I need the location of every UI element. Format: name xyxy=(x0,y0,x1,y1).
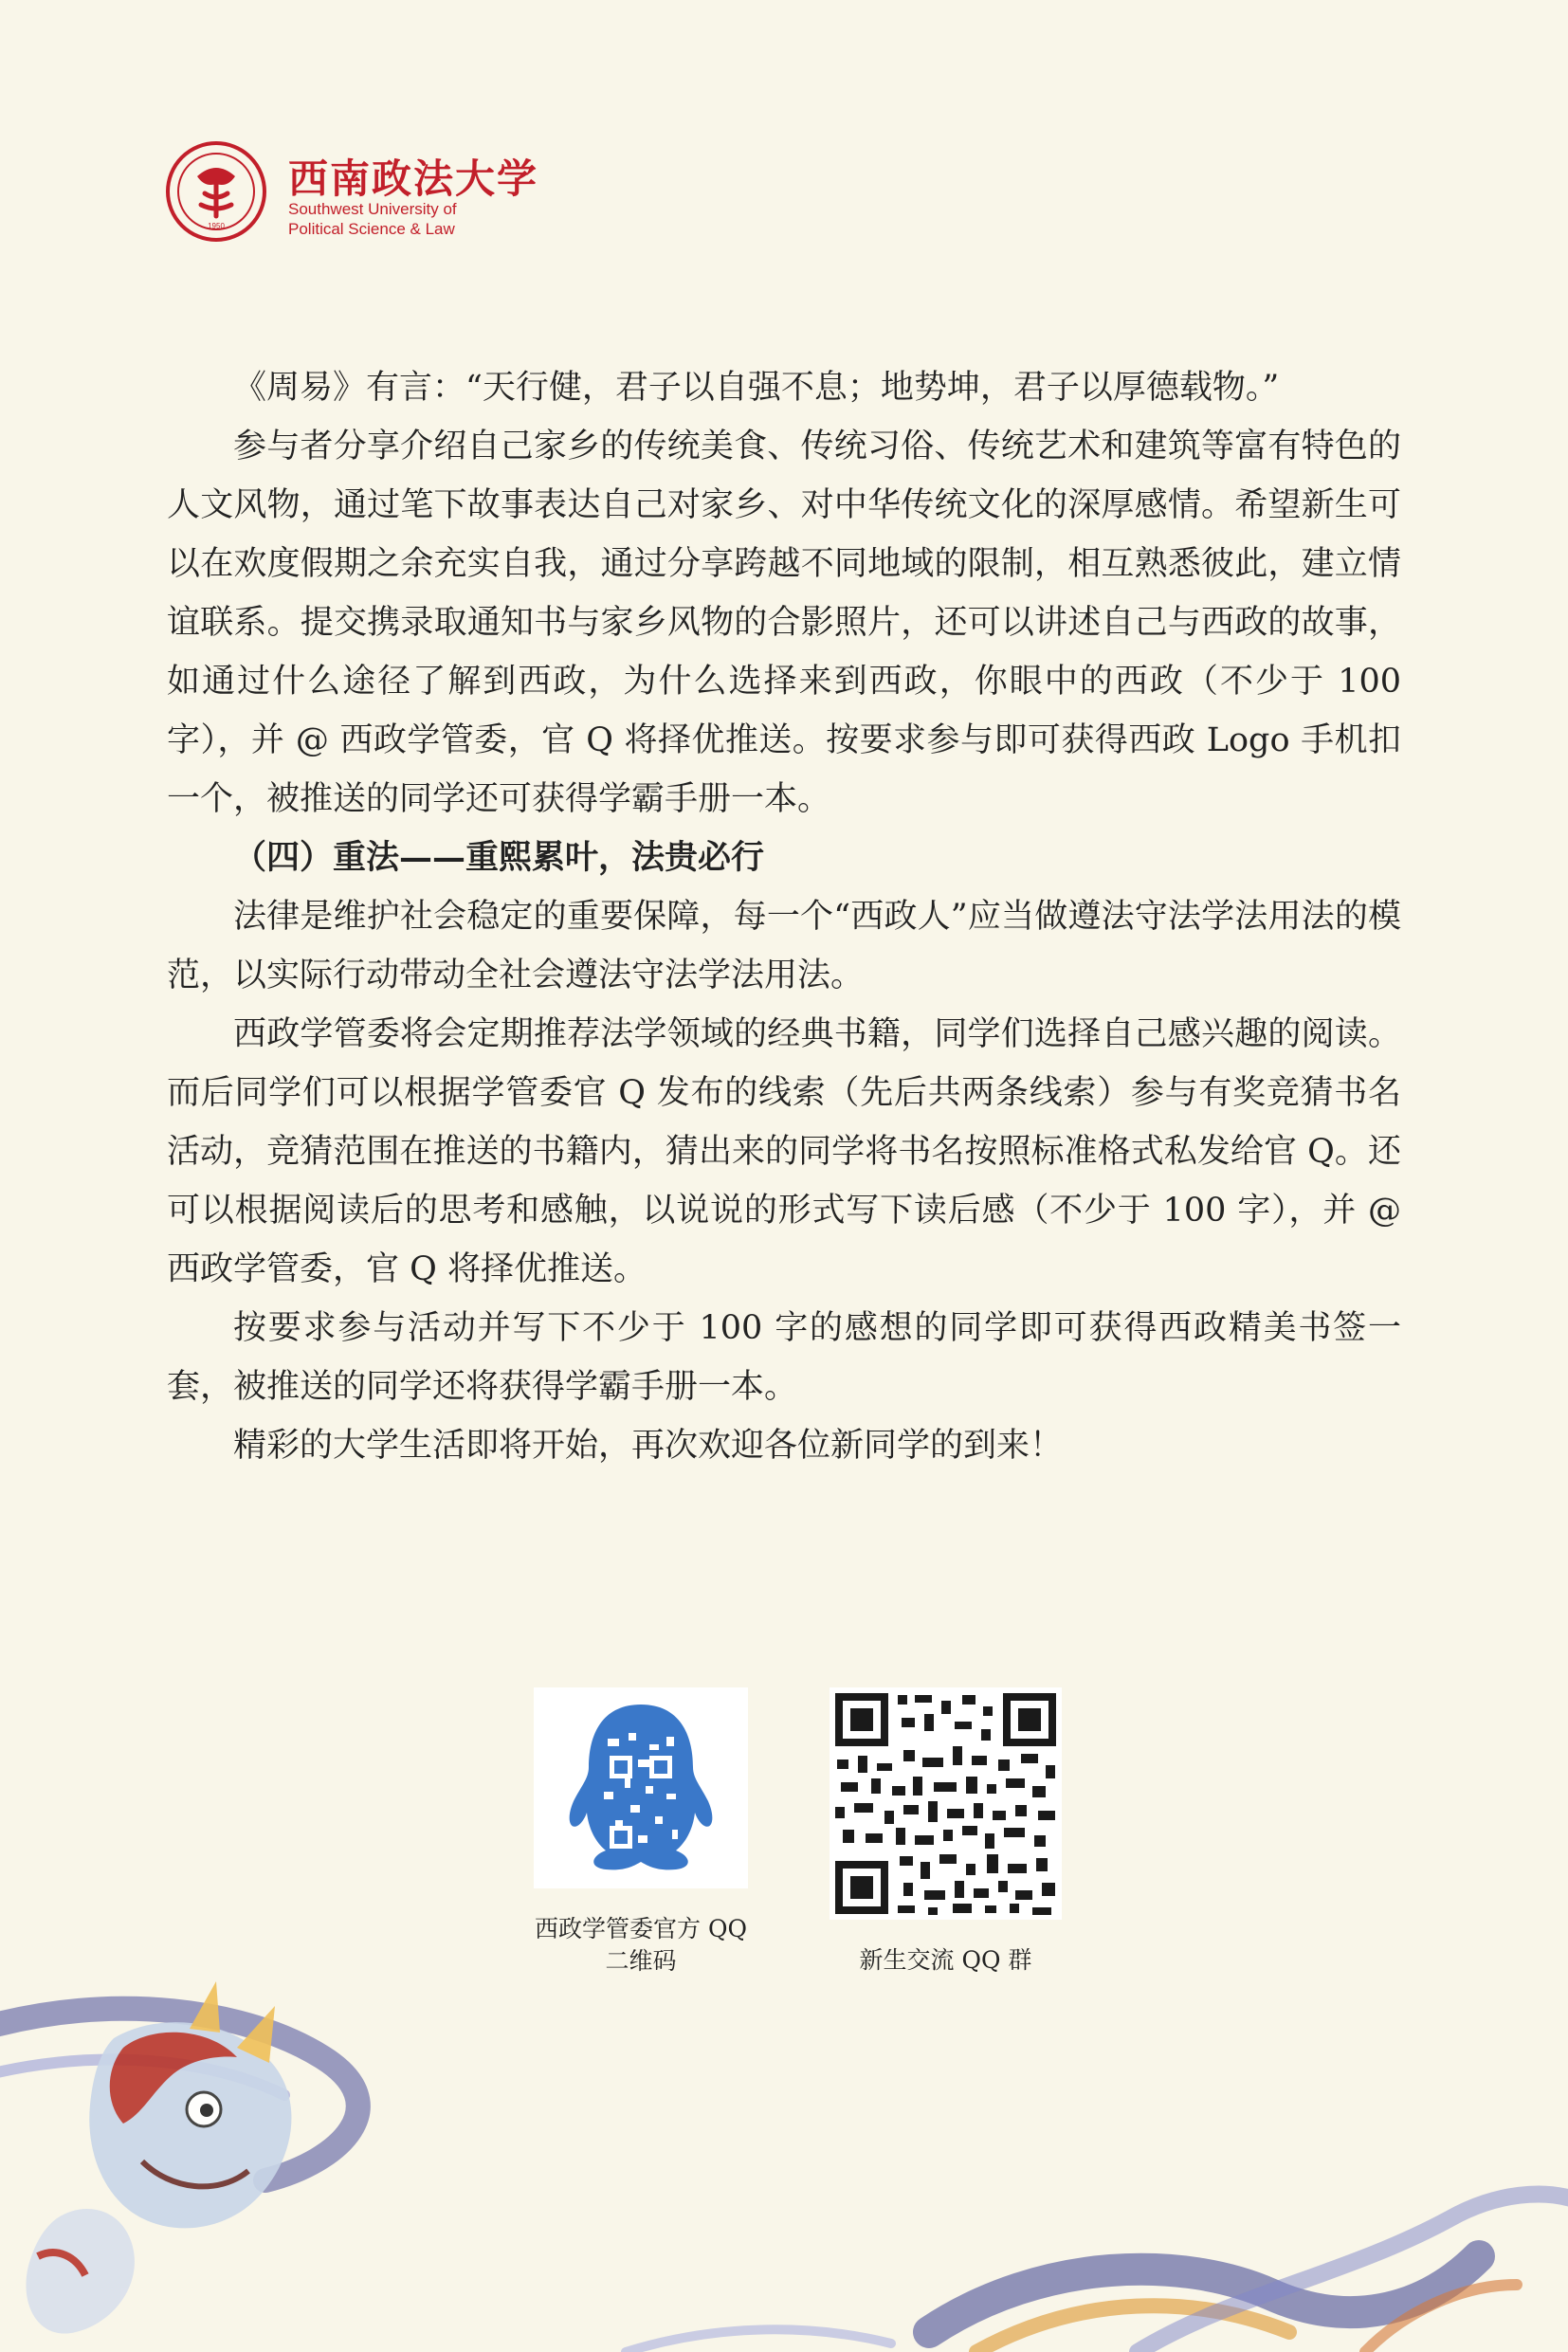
paragraph-book-activity: 西政学管委将会定期推荐法学领域的经典书籍，同学们选择自己感兴趣的阅读。而后同学们可以根据学管委官 Q 发布的线索（先后共两条线索）参与有奖竞猜书名活动，竞猜范围在推送的书籍内，猜出来的同学将书名按照标准格式私发给官 Q。还可以根据阅读后的思考和感触，以说说的形式写下读后感（不少于 100 字），并 @ 西政学管委，官 Q 将择优推送。 xyxy=(167,1015,1401,1288)
paragraph-rewards: 按要求参与活动并写下不少于 100 字的感想的同学即可获得西政精美书签一套，被推送的同学还将获得学霸手册一本。 xyxy=(167,1309,1401,1406)
paragraph-hometown-activity: 参与者分享介绍自己家乡的传统美食、传统习俗、传统艺术和建筑等富有特色的人文风物，通过笔下故事表达自己对家乡、对中华传统文化的深厚感情。希望新生可以在欢度假期之余充实自我，通过分享跨越不同地域的限制，相互熟悉彼此，建立情谊联系。提交携录取通知书与家乡风物的合影照片，还可以讲述自己与西政的故事，如通过什么途径了解到西政，为什么选择来到西政，你眼中的西政（不少于 100 字），并 @ 西政学管委，官 Q 将择优推送。按要求参与即可获得西政 Logo 手机扣一个，被推送的同学还可获得学霸手册一本。 xyxy=(167,428,1401,818)
paragraph-quote: 《周易》有言：“天行健，君子以自强不息；地势坤，君子以厚德载物。” xyxy=(233,369,1280,407)
university-name-en xyxy=(288,199,457,239)
official-qq-caption xyxy=(534,1913,748,1978)
seal-year: 1950 xyxy=(208,222,225,230)
penguin-qr-code-icon[interactable] xyxy=(534,1687,748,1888)
freshman-group-caption-line1: 新生交流 QQ 群 xyxy=(859,1946,1032,1974)
paragraph-welcome: 精彩的大学生活即将开始，再次欢迎各位新同学的到来！ xyxy=(233,1427,1064,1465)
university-name-cn: 西南政法大学 xyxy=(288,155,539,202)
official-qq-caption-line1: 西政学管委官方 QQ xyxy=(535,1915,747,1942)
official-qq-caption-line2: 二维码 xyxy=(605,1947,677,1975)
freshman-group-qr-block xyxy=(830,1687,1062,1977)
university-name-en-line2: Political Science & Law xyxy=(288,220,455,238)
paragraph-law-intro: 法律是维护社会稳定的重要保障，每一个“西政人”应当做遵法守法学法用法的模范，以实际行动带动全社会遵法守法学法用法。 xyxy=(167,898,1401,994)
section-heading-law: （四）重法——重熙累叶，法贵必行 xyxy=(233,838,765,877)
article-body xyxy=(167,358,1401,1475)
qilin-and-cloud-waves-illustration xyxy=(0,1972,1568,2352)
group-qr-code-icon[interactable] xyxy=(830,1687,1062,1920)
university-logo xyxy=(165,140,539,245)
university-name-en-line1: Southwest University of xyxy=(288,200,457,218)
qilin-head xyxy=(26,1981,291,2334)
university-seal-icon xyxy=(165,140,267,243)
official-qq-qr-block xyxy=(534,1687,748,1978)
